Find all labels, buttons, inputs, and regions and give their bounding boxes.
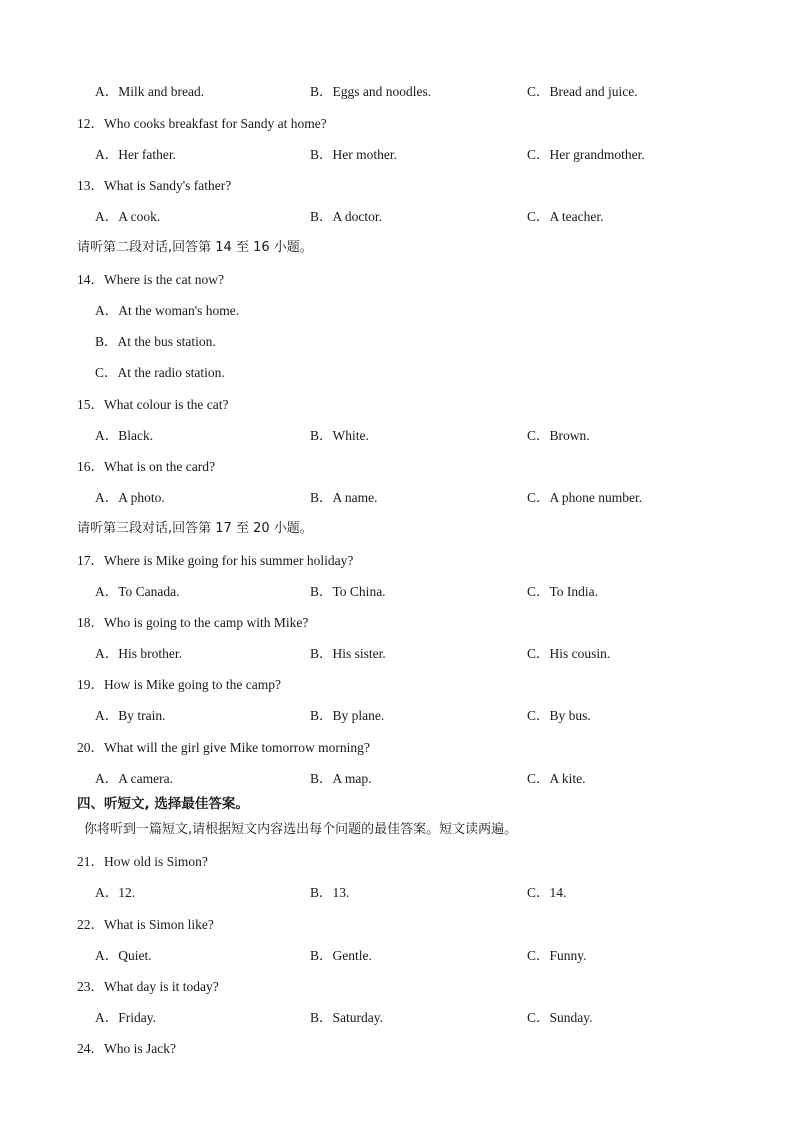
q17-option-a: A．To Canada. — [95, 584, 180, 599]
q17-option-b: B．To China. — [310, 584, 386, 599]
q19-option-a: A．By train. — [95, 708, 166, 723]
q13-option-a: A．A cook. — [95, 209, 161, 224]
question-13: 13．What is Sandy's father? — [77, 178, 232, 193]
q15-option-a: A．Black. — [95, 428, 154, 443]
dialogue-2-instruction: 请听第二段对话,回答第 14 至 16 小题。 — [77, 240, 313, 255]
dialogue-3-instruction: 请听第三段对话,回答第 17 至 20 小题。 — [77, 521, 313, 536]
question-18: 18．Who is going to the camp with Mike? — [77, 615, 309, 630]
q12-option-b: B．Her mother. — [310, 147, 397, 162]
q13-option-b: B．A doctor. — [310, 209, 383, 224]
q11-option-b: B．Eggs and noodles. — [310, 84, 432, 99]
q23-option-b: B．Saturday. — [310, 1010, 383, 1025]
question-14: 14．Where is the cat now? — [77, 272, 224, 287]
q22-option-a: A．Quiet. — [95, 948, 152, 963]
q23-option-a: A．Friday. — [95, 1010, 156, 1025]
q16-option-c: C．A phone number. — [527, 490, 643, 505]
question-20: 20．What will the girl give Mike tomorrow morning? — [77, 740, 370, 755]
q12-option-a: A．Her father. — [95, 147, 176, 162]
q16-option-b: B．A name. — [310, 490, 378, 505]
question-24: 24．Who is Jack? — [77, 1041, 176, 1056]
q15-option-b: B．White. — [310, 428, 369, 443]
q22-option-b: B．Gentle. — [310, 948, 372, 963]
q19-option-c: C．By bus. — [527, 708, 591, 723]
section-4-instruction: 你将听到一篇短文,请根据短文内容选出每个问题的最佳答案。短文读两遍。 — [84, 822, 518, 837]
q11-option-a: A．Milk and bread. — [95, 84, 205, 99]
question-23: 23．What day is it today? — [77, 979, 219, 994]
q14-option-a: A．At the woman's home. — [95, 303, 240, 318]
q20-option-c: C．A kite. — [527, 771, 586, 786]
q15-option-c: C．Brown. — [527, 428, 590, 443]
q21-option-b: B．13. — [310, 885, 350, 900]
q22-option-c: C．Funny. — [527, 948, 587, 963]
q21-option-a: A．12. — [95, 885, 136, 900]
q12-option-c: C．Her grandmother. — [527, 147, 645, 162]
q16-option-a: A．A photo. — [95, 490, 165, 505]
q23-option-c: C．Sunday. — [527, 1010, 593, 1025]
question-15: 15．What colour is the cat? — [77, 397, 229, 412]
q18-option-b: B．His sister. — [310, 646, 386, 661]
q18-option-a: A．His brother. — [95, 646, 182, 661]
q18-option-c: C．His cousin. — [527, 646, 611, 661]
q17-option-c: C．To India. — [527, 584, 599, 599]
question-17: 17．Where is Mike going for his summer holiday? — [77, 553, 354, 568]
question-12: 12．Who cooks breakfast for Sandy at home? — [77, 116, 327, 131]
question-19: 19．How is Mike going to the camp? — [77, 677, 281, 692]
q20-option-a: A．A camera. — [95, 771, 173, 786]
question-21: 21．How old is Simon? — [77, 854, 208, 869]
q11-option-c: C．Bread and juice. — [527, 84, 638, 99]
q14-option-c: C．At the radio station. — [95, 365, 225, 380]
q13-option-c: C．A teacher. — [527, 209, 604, 224]
q21-option-c: C．14. — [527, 885, 567, 900]
q19-option-b: B．By plane. — [310, 708, 385, 723]
section-4-heading: 四、听短文, 选择最佳答案。 — [77, 796, 249, 812]
q14-option-b: B．At the bus station. — [95, 334, 216, 349]
question-22: 22．What is Simon like? — [77, 917, 214, 932]
question-16: 16．What is on the card? — [77, 459, 215, 474]
q20-option-b: B．A map. — [310, 771, 372, 786]
